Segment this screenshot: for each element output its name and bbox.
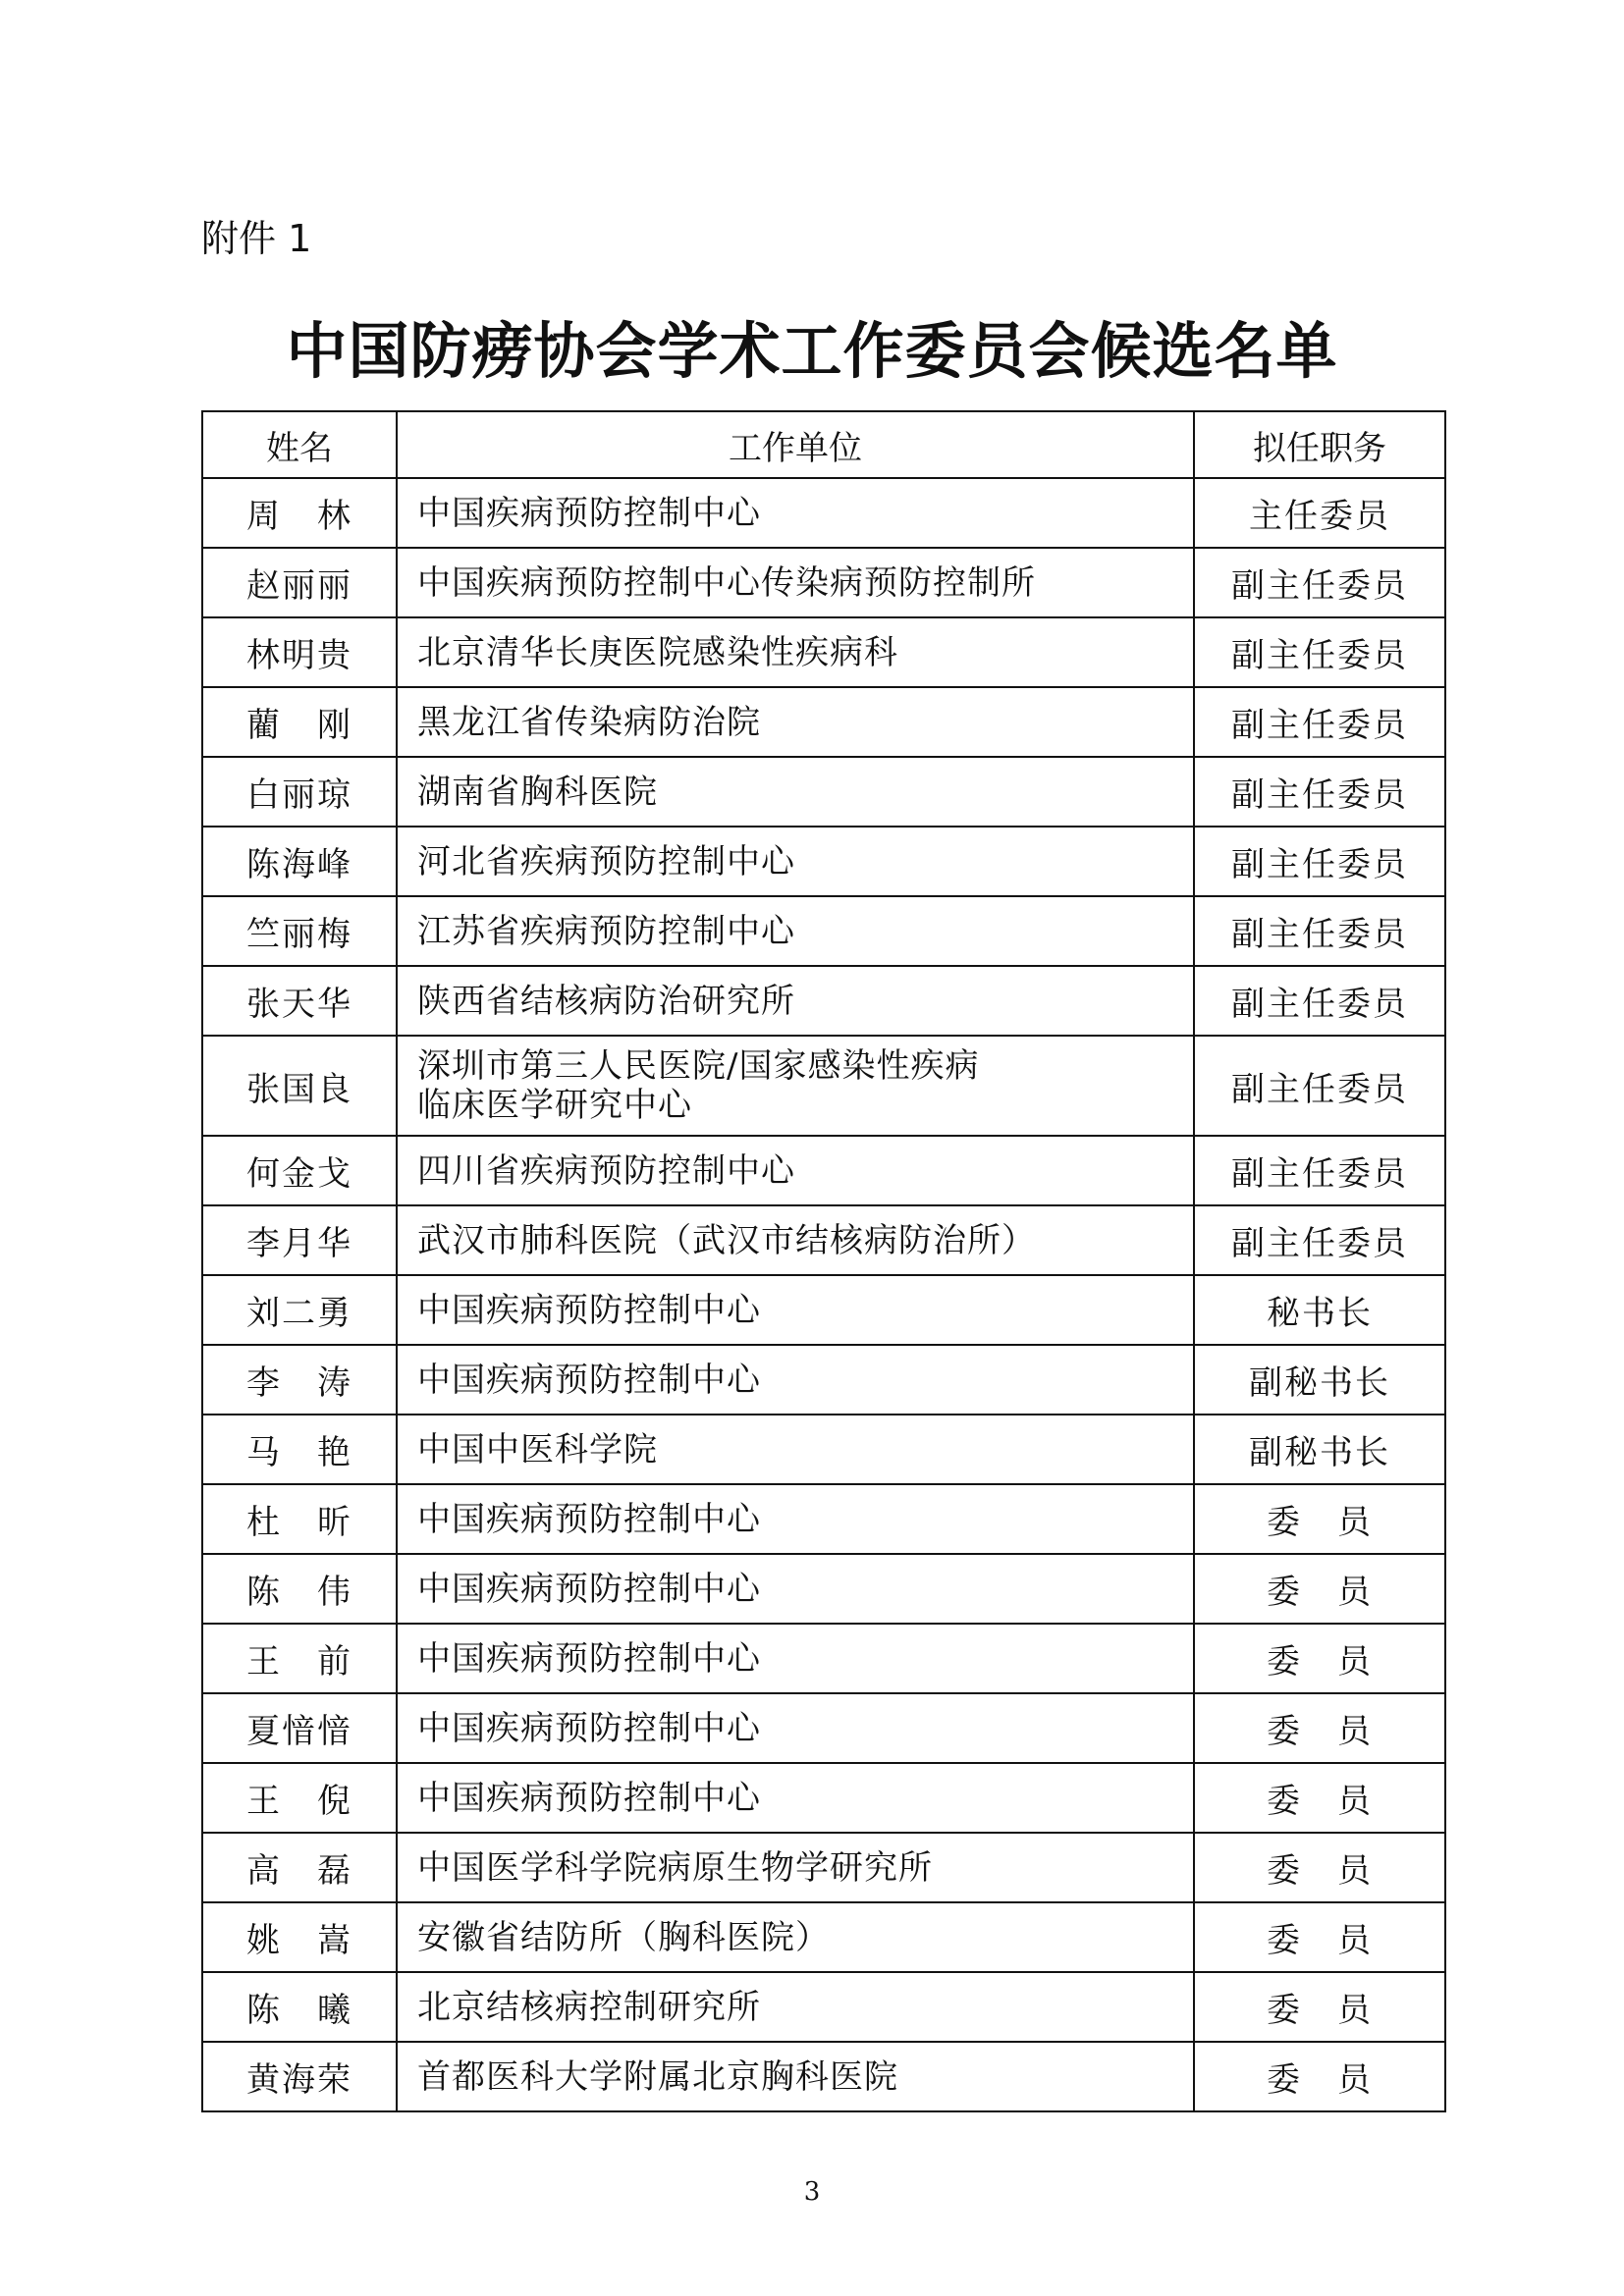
cell-org: 陕西省结核病防治研究所 <box>397 966 1194 1036</box>
table-row <box>202 1345 1445 1415</box>
cell-name: 张国良 <box>202 1036 397 1136</box>
cell-name: 李月华 <box>202 1205 397 1275</box>
cell-org: 河北省疾病预防控制中心 <box>397 827 1194 896</box>
table-row <box>202 1415 1445 1484</box>
cell-role: 委 员 <box>1194 1902 1445 1972</box>
cell-org: 黑龙江省传染病防治院 <box>397 687 1194 757</box>
cell-name: 陈海峰 <box>202 827 397 896</box>
table-row <box>202 1484 1445 1554</box>
table-row <box>202 757 1445 827</box>
cell-org: 中国疾病预防控制中心 <box>397 1693 1194 1763</box>
table-row <box>202 1136 1445 1205</box>
cell-role: 委 员 <box>1194 1624 1445 1693</box>
table-row <box>202 617 1445 687</box>
cell-org: 北京结核病控制研究所 <box>397 1972 1194 2042</box>
table-row <box>202 687 1445 757</box>
table-row <box>202 966 1445 1036</box>
cell-role: 副主任委员 <box>1194 548 1445 617</box>
cell-role: 副主任委员 <box>1194 617 1445 687</box>
table-row <box>202 896 1445 966</box>
cell-org: 中国疾病预防控制中心 <box>397 478 1194 548</box>
cell-org: 湖南省胸科医院 <box>397 757 1194 827</box>
page-number: 3 <box>803 2177 821 2207</box>
cell-org: 中国疾病预防控制中心 <box>397 1554 1194 1624</box>
cell-role: 委 员 <box>1194 1972 1445 2042</box>
cell-role: 副主任委员 <box>1194 1205 1445 1275</box>
cell-role: 副主任委员 <box>1194 1136 1445 1205</box>
header-name: 姓名 <box>202 411 397 478</box>
cell-name: 陈 曦 <box>202 1972 397 2042</box>
cell-name: 李 涛 <box>202 1345 397 1415</box>
cell-name: 王 倪 <box>202 1763 397 1833</box>
table-row <box>202 1972 1445 2042</box>
cell-name: 林明贵 <box>202 617 397 687</box>
table-row <box>202 1763 1445 1833</box>
table-row <box>202 1036 1445 1136</box>
header-role: 拟任职务 <box>1194 411 1445 478</box>
cell-name: 何金戈 <box>202 1136 397 1205</box>
cell-name: 藺 刚 <box>202 687 397 757</box>
cell-name: 马 艳 <box>202 1415 397 1484</box>
cell-role: 副主任委员 <box>1194 966 1445 1036</box>
cell-name: 杜 昕 <box>202 1484 397 1554</box>
cell-name: 周 林 <box>202 478 397 548</box>
cell-role: 委 员 <box>1194 1693 1445 1763</box>
table-row <box>202 1624 1445 1693</box>
cell-role: 秘书长 <box>1194 1275 1445 1345</box>
cell-name: 黄海荣 <box>202 2042 397 2111</box>
cell-org: 江苏省疾病预防控制中心 <box>397 896 1194 966</box>
cell-role: 委 员 <box>1194 1833 1445 1902</box>
cell-org: 中国中医科学院 <box>397 1415 1194 1484</box>
cell-role: 委 员 <box>1194 2042 1445 2111</box>
cell-role: 委 员 <box>1194 1763 1445 1833</box>
cell-org: 安徽省结防所（胸科医院） <box>397 1902 1194 1972</box>
table-row <box>202 1275 1445 1345</box>
cell-org: 中国疾病预防控制中心 <box>397 1484 1194 1554</box>
cell-org: 中国疾病预防控制中心 <box>397 1624 1194 1693</box>
cell-org: 中国疾病预防控制中心 <box>397 1345 1194 1415</box>
cell-role: 主任委员 <box>1194 478 1445 548</box>
header-org: 工作单位 <box>397 411 1194 478</box>
cell-role: 副主任委员 <box>1194 1036 1445 1136</box>
cell-org: 武汉市肺科医院（武汉市结核病防治所） <box>397 1205 1194 1275</box>
cell-name: 高 磊 <box>202 1833 397 1902</box>
cell-name: 竺丽梅 <box>202 896 397 966</box>
cell-org: 中国疾病预防控制中心 <box>397 1275 1194 1345</box>
cell-role: 副主任委员 <box>1194 757 1445 827</box>
document-title: 中国防痨协会学术工作委员会候选名单 <box>286 315 1338 387</box>
table-row <box>202 2042 1445 2111</box>
cell-name: 张天华 <box>202 966 397 1036</box>
cell-org: 中国医学科学院病原生物学研究所 <box>397 1833 1194 1902</box>
table-row <box>202 1554 1445 1624</box>
table-row <box>202 1693 1445 1763</box>
cell-role: 委 员 <box>1194 1554 1445 1624</box>
cell-name: 王 前 <box>202 1624 397 1693</box>
cell-org: 四川省疾病预防控制中心 <box>397 1136 1194 1205</box>
cell-role: 副秘书长 <box>1194 1345 1445 1415</box>
cell-name: 陈 伟 <box>202 1554 397 1624</box>
table-row <box>202 478 1445 548</box>
table-row <box>202 1902 1445 1972</box>
table-row <box>202 827 1445 896</box>
cell-org: 中国疾病预防控制中心传染病预防控制所 <box>397 548 1194 617</box>
cell-org: 首都医科大学附属北京胸科医院 <box>397 2042 1194 2111</box>
cell-name: 赵丽丽 <box>202 548 397 617</box>
table-row <box>202 1833 1445 1902</box>
attachment-label: 附件 1 <box>201 217 312 260</box>
cell-org: 北京清华长庚医院感染性疾病科 <box>397 617 1194 687</box>
cell-org-line-2: 临床医学研究中心 <box>417 1086 692 1125</box>
table-row <box>202 548 1445 617</box>
table-row <box>202 1205 1445 1275</box>
cell-name: 夏愔愔 <box>202 1693 397 1763</box>
cell-role: 委 员 <box>1194 1484 1445 1554</box>
cell-role: 副主任委员 <box>1194 896 1445 966</box>
cell-org <box>397 1036 1194 1136</box>
candidate-table <box>201 410 1446 2112</box>
cell-name: 刘二勇 <box>202 1275 397 1345</box>
table-header-row <box>202 411 1445 478</box>
cell-role: 副主任委员 <box>1194 687 1445 757</box>
cell-org: 中国疾病预防控制中心 <box>397 1763 1194 1833</box>
cell-name: 姚 嵩 <box>202 1902 397 1972</box>
cell-role: 副主任委员 <box>1194 827 1445 896</box>
cell-org-line-1: 深圳市第三人民医院/国家感染性疾病 <box>417 1046 980 1086</box>
cell-name: 白丽琼 <box>202 757 397 827</box>
cell-role: 副秘书长 <box>1194 1415 1445 1484</box>
